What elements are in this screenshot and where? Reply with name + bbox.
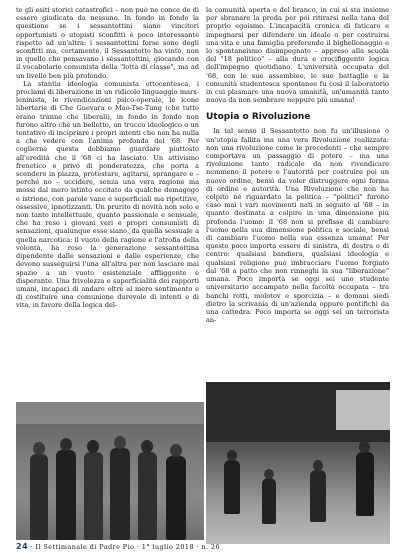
left-text-column	[16, 6, 199, 310]
right-text-column	[206, 6, 389, 324]
magazine-name: Il Settimanale di Padre Pio	[35, 543, 135, 551]
section-heading: Utopia o Rivoluzione	[206, 112, 311, 123]
body-paragraph: te gli esiti storici catastrofici – non può ne conce de di essere giudicata da nessuno. In fondo in fondo la questione se i sessantottini siano vincitori opportunisti o utopisti sconfitti è poco interessante rispetto ad un'altra: i sessantottini forse sono degli sconfitti ma, certamente, il Sessantotto ha vinto, non in quello che pensavano i sessantottini, giocando con il vocabolario comunista della "lotta di classe", ma ad un livello ben più profondo.	[16, 6, 199, 80]
protest-march-photo	[16, 402, 204, 540]
issue-date: 1° luglio 2018	[141, 543, 194, 551]
body-paragraph: In tal senso il Sessantotto non fu un'illusione o un'utopia fallita ma una vera Rivoluzione realizzata: non una rivoluzione come le precedenti – che sempre comportava un passaggio di potere – ma una rivoluzione tanto radicale da non rivendicare nemmeno il potere e l'autorità per costruire poi un nuovo ordine, bensì da voler distruggere ogni forma di ordine e autorità. Una Rivoluzione che non ha colpito né riguardato la politica – "politici" furono caso mai i vari movimenti nati in seguito al '68 – in quanto destinata a colpire in una dimensione più profonda l'uomo: il '68 non si prefisse di cambiare l'uomo nella sua dimensione politica e sociale, bensì di cambiare l'uomo nella sua essenza umana! Per questo poco importa essere di sinistra, di destra o di centro: qualsiasi bandiera, qualsiasi ideologia e qualsiasi religione può imbracciare l'uomo forgiato dal '68 a patto che non rinneghi la sua "liberazione" umana. Poco importa se oggi sei uno studente universitario accampato nella facoltà occupata – tra banchi rotti, molotov e sporcizia – e domani siedi dietro la scrivania di un'azienda oppure pontifichi da una cattedra. Poco importa se oggi sei un terrorista an-	[206, 127, 389, 325]
street-clash-photo	[206, 382, 390, 544]
footer-separator: ·	[196, 543, 199, 551]
page-footer	[16, 542, 220, 551]
body-paragraph: la comunità aperta e del branco, in cui si sta insieme per sbranare la preda per poi ritirarsi nella tana del proprio egoismo. L'incapacità cronica di faticare e impegnarsi per difendere un ideale o per costruirsi una vita e una famiglia preferendo il bighellonaggio e lo spontaneismo disimpegnato – appreso alla scuola del "18 politico" – alla dura e crocifiggente logica dell'impegno quotidiano. L'università occupata del '68, con le sue assemblee, le sue battaglie e la comunità studentesca spontanee fu così il laboratorio in cui plasmare una nuova umanità, un'umanità tanto nuova da non sembrare neppure più umana!	[206, 6, 389, 105]
page-number: 24	[16, 542, 28, 551]
body-paragraph: La stantia ideologia comunista ottocentesca, i proclami di liberazione in un ridicolo linguaggio marx-leninista, le rivendicazioni psico-operaie, le icone libertarie di Che Guevara o Mao-Tse-Tung (che tutto erano tranne che liberali), in fondo in fondo non furono altro che un belletto, un trucco ideologico o un tentativo di incipriare i propri intenti che non ha nulla a che vedere con l'anima profonda del '68. Per coglierne questa dobbiamo guardare piuttosto all'eredità che il '68 ci ha lasciato. Un attivismo frenetico e privo di ponderatezza, che porta a scendere in piazza, protestare, agitarsi, sprangare e – perché no – uccidere, senza una vera ragione ma mossi dal mero istinto eccitato da qualche demagogo e istrione, con parole vane e superficiali ma ripetitive, ossessive, ipnotizzanti. Un prurito di novità non solo e non tanto intellettuale, quanto passionale e sensuale, che ha reso i giovani veri e propri consumisti di sensazioni, qualunque esse siano, da quella sessuale a quella narcotica: il vuoto della ragione e l'atrofia della volontà, ha reso la generazione sessantottina dipendente dalle sensazioni e dalle esperienze, che devono susseguirsi l'una all'altra per non lasciare mai spazio a un vuoto esistenziale affliggente e disperante. Una frivolezza e superficialità dei rapporti umani, incapaci di andare oltre al mero sentimento e di costituire una comunione durevole di intenti e di vita, in favore della logica del-	[16, 79, 199, 310]
footer-separator: ·	[30, 543, 33, 551]
footer-separator: ·	[136, 543, 140, 551]
issue-number: n. 26	[201, 543, 220, 551]
